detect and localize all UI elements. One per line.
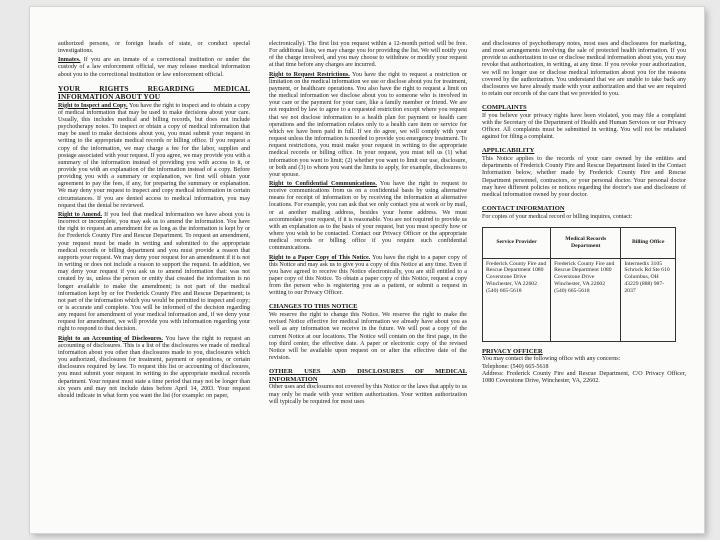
paragraph: electronically). The first list you request within a 12-month period will be free. For additional lists, we may charge you for providing the list. We will notify you of the charge involved, and you may choose to withdraw or modify your request at that time before any charges are incurred. xyxy=(269,41,467,69)
inmates-text: If you are an inmate of a correctional institution or under the custody of a law enforcement official, we may release medical information about you to the correctional institution or law enforcement official. xyxy=(58,57,250,78)
confidential-paragraph xyxy=(269,181,467,253)
contact-text: For copies of your medical record or billing inquires, contact: xyxy=(482,213,633,220)
applicability-text: This Notice applies to the records of your care owned by the entities and departments of Frederick County Fire and Rescue Department listed in the Contact Information below, whether made by Frederick County Fire and Rescue Department personnel, contractors, or your personal doctor. Your personal doctor may have different policies or notices regarding the doctor's use and disclosure of medical information owned by your doctor. xyxy=(482,156,686,198)
column-2 xyxy=(269,41,467,408)
privacy-officer-line: You may contact the following office with any concerns: xyxy=(482,356,621,363)
other-uses-text: Other uses and disclosures not covered by this Notice or the laws that apply to us may only be made with your written authorization. Your written authorization will typically be required for most uses xyxy=(269,384,467,405)
table-cell: Frederick County Fire and Rescue Department 1080 Coverstone Drive Winchester, VA 22602 (540) 665-5618 xyxy=(483,258,551,341)
restrictions-paragraph xyxy=(269,72,467,179)
column-3 xyxy=(482,41,686,387)
document-page xyxy=(30,7,704,533)
column-1 xyxy=(58,41,250,402)
confidential-title: Right to Confidential Communications. xyxy=(269,180,377,187)
privacy-officer-address: Address: Frederick County Fire and Rescue Department, C/O Privacy Officer, 1080 Coverstone Drive, Winchester, VA, 22602. xyxy=(482,370,686,384)
restrictions-text: You have the right to request a restriction or limitation on the medical information we use or disclose about you for treatment, payment, or healthcare operations. You also have the right to request a limit on the medical information we disclose about you to someone who is involved in your care or the payment for your care, like a family member or friend. We are not required by law to agree to a requested restriction except where you request that we not disclose information to a health plan for payment or health care operations and the information relates only to a health care item or service for which we have been paid in full. If we do agree, we will comply with your request unless the information is needed to provide you emergency treatment. To request restrictions, you must make your request in writing to the appropriate medical records or billing office. In your request, you must tell us (1) what information you want to limit; (2) whether you want to limit our use, disclosure, or both and (3) to whom you want the limits to apply, for example, disclosures to your spouse. xyxy=(269,71,467,178)
accounting-text: You have the right to request an accounting of disclosures. This is a list of the disclosures we made of medical information about you other than disclosures made to you, disclosures which you authorized, disclosures for treatment, payment or operations, or certain disclosures required by law. To request this list or accounting of disclosures, you must submit your request in writing to the appropriate medical records department. Your request must state a time period that may not be longer than six years and may not include dates before April 14, 2003. Your request should indicate in what form you want the list (for example: on paper, xyxy=(58,335,250,399)
inspect-text: You have the right to inspect and to obtain a copy of medical information that may be used to make decisions about your care. Usually, this includes medical and billing records, but does not include psychotherapy notes. To inspect or obtain a copy of medical information that may be used to make decisions about you, you must submit your request in writing to the appropriate medical records or billing office. If you request a copy of the information, we may charge a fee for the labor, supplies and postage associated with your request. If you agree, we may provide you with a summary of the information instead of providing you with access to it, or provide you with an explanation of the information instead of a copy. Before providing you with a summary or explanation, we first will obtain your agreement to pay the fees, if any, for preparing the summary or explanation. We may deny your request to inspect and copy medical information in certain circumstances. If you are denied access to medical information, you may request that the denial be reviewed. xyxy=(58,102,250,209)
restrictions-title: Right to Request Restrictions. xyxy=(269,71,350,78)
paragraph: and disclosures of psychotherapy notes, most uses and disclosures for marketing, and most arrangements involving the sale of protected health information. If you provide us authorization to use or disclose medical information about you, you may revoke that authorization, in writing, at any time. If you revoke your authorization, we will no longer use or disclose medical information about you for the reasons covered by the authorization. You understand that we are unable to take back any disclosures we have already made with your authorization and that we are required to retain our records of the care that we provided to you. xyxy=(482,41,686,98)
inmates-title: Inmates. xyxy=(58,57,81,64)
changes-heading: CHANGES TO THIS NOTICE xyxy=(269,303,358,311)
inspect-paragraph xyxy=(58,103,250,210)
inmates-paragraph xyxy=(58,57,250,78)
privacy-officer-phone: Telephone: (540) 665-5618 xyxy=(482,363,549,370)
table-header-cell: Billing Office xyxy=(621,227,676,258)
paragraph: authorized persons, or foreign heads of state, or conduct special investigations. xyxy=(58,41,250,55)
confidential-text: You have the right to request to receive communications from us on a confidential basis by using alternative means for receipt of information or by receiving the information at alternative locations. For example, you can ask that we only contact you at work or by mail, or at another mailing address, besides your home address. We must accommodate your request, if it is reasonable. You are not required to provide us with an explanation as to the basis of your request, but you must specify how or where you wish to be contacted. Contact our Privacy Officer or the appropriate medical records or billing office if you require such confidential communications. xyxy=(269,180,467,252)
table-header-row xyxy=(483,227,676,258)
contact-table xyxy=(482,227,676,342)
amend-text: If you feel that medical information we have about you is incorrect or incomplete, you may ask us to amend the information. You have the right to request an amendment for as long as the information is kept by or for Frederick County Fire and Rescue Department. To request an amendment, your request must be made in writing and submitted to the appropriate medical records or billing department and you must provide a reason that supports your request. We may deny your request for an amendment if it is not in writing or does not include a reason to support the request. In addition, we may deny your request if you ask us to amend information that: was not created by us, unless the person or entity that created the information is no longer available to make the amendment; is not part of the medical information kept by or for Frederick County Fire and Rescue Department; is not part of the information which you would be permitted to inspect and copy; or is accurate and complete. You will be informed of the decision regarding any request for amendment of your medical information and, if we deny your request for amendment, we will provide you with information regarding your right to respond to that decision. xyxy=(58,211,250,333)
accounting-title: Right to an Accounting of Disclosures. xyxy=(58,335,163,342)
accounting-paragraph xyxy=(58,336,250,400)
table-header-cell: Medical Records Department xyxy=(551,227,621,258)
table-cell: Intermedix 3105 Schrock Rd Ste 610 Columbus, OH 43229 (888) 987-2037 xyxy=(621,258,676,341)
paper-copy-title: Right to a Paper Copy of This Notice. xyxy=(269,254,371,261)
paper-copy-text: You have the right to a paper copy of this Notice and may ask us to give you a copy of this Notice at any time. Even if you have agreed to receive this Notice electronically, you are still entitled to a paper copy of this Notice. To obtain a paper copy of this Notice, request a copy from the person who is registering you as a patient, or submit a request in writing to our Privacy Officer. xyxy=(269,254,467,297)
amend-paragraph xyxy=(58,212,250,334)
table-row xyxy=(483,258,676,341)
amend-title: Right to Amend. xyxy=(58,211,102,218)
table-cell: Frederick County Fire and Rescue Department 1080 Coverstone Drive Winchester, VA 22602 (540) 665-5618 xyxy=(551,258,621,341)
applicability-heading: APPLICABILITY xyxy=(482,147,535,155)
complaints-text: If you believe your privacy rights have been violated, you may file a complaint with the Secretary of the Department of Health and Human Services or our Privacy Officer. All complaints must be submitted in writing. You will not be retaliated against for filing a complaint. xyxy=(482,112,686,141)
paper-copy-paragraph xyxy=(269,255,467,298)
complaints-heading: COMPLAINTS xyxy=(482,104,527,112)
inspect-title: Right to Inspect and Copy. xyxy=(58,102,128,109)
table-header-cell: Service Provider xyxy=(483,227,551,258)
privacy-officer-heading: PRIVACY OFFICER xyxy=(482,347,543,355)
changes-text: We reserve the right to change this Notice. We reserve the right to make the revised Notice effective for medical information we already have about you as well as any information we receive in the future. We will post a copy of the current Notice at our locations. The Notice will contain on the first page, in the top third center, the effective date. A paper or electronic copy of the revised Notice will be available upon request on or after the effective date of the revision. xyxy=(269,312,467,361)
rights-heading: YOUR RIGHTS REGARDING MEDICAL INFORMATION ABOUT YOU xyxy=(58,83,250,102)
other-uses-heading: OTHER USES AND DISCLOSURES OF MEDICAL INFORMATION xyxy=(269,368,467,383)
contact-heading: CONTACT INFORMATION xyxy=(482,205,565,212)
